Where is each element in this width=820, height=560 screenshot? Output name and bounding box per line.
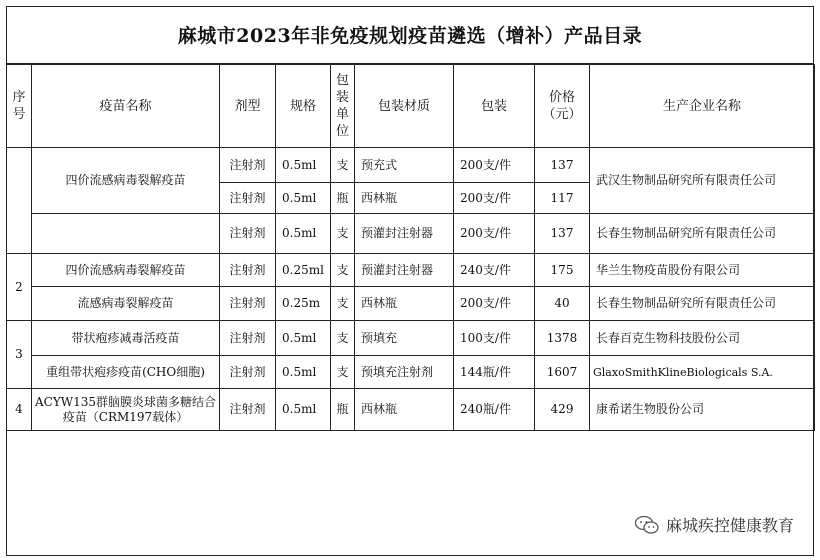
header-pack: 包装 — [454, 65, 535, 148]
header-seq: 序号 — [7, 65, 32, 148]
cell-material: 西林瓶 — [355, 389, 454, 431]
cell-spec: 0.5ml — [276, 148, 331, 183]
cell-company: 长春生物制品研究所有限责任公司 — [590, 287, 815, 321]
table-row — [7, 287, 815, 321]
wechat-icon — [634, 515, 660, 535]
cell-price: 1607 — [535, 356, 590, 389]
cell-company: 康希诺生物股份公司 — [590, 389, 815, 431]
cell-name: 四价流感病毒裂解疫苗 — [32, 148, 220, 214]
cell-name: 带状疱疹减毒活疫苗 — [32, 321, 220, 356]
cell-pack: 100支/件 — [454, 321, 535, 356]
table-row — [7, 254, 815, 287]
cell-unit: 支 — [331, 321, 355, 356]
header-row — [7, 65, 815, 148]
cell-material: 预填充注射剂 — [355, 356, 454, 389]
watermark-text: 麻城疾控健康教育 — [665, 516, 794, 535]
table-row — [7, 356, 815, 389]
cell-pack: 200支/件 — [454, 183, 535, 214]
cell-pack: 200支/件 — [454, 287, 535, 321]
cell-spec: 0.5ml — [276, 183, 331, 214]
cell-unit: 瓶 — [331, 183, 355, 214]
cell-seq — [7, 148, 32, 254]
cell-pack: 240瓶/件 — [454, 389, 535, 431]
cell-price: 137 — [535, 148, 590, 183]
cell-seq: 4 — [7, 389, 32, 431]
cell-spec: 0.5ml — [276, 321, 331, 356]
cell-form: 注射剂 — [220, 321, 276, 356]
cell-material: 预灌封注射器 — [355, 254, 454, 287]
header-spec: 规格 — [276, 65, 331, 148]
header-price: 价格（元） — [535, 65, 590, 148]
cell-spec: 0.5ml — [276, 214, 331, 254]
cell-spec: 0.25ml — [276, 254, 331, 287]
cell-price: 40 — [535, 287, 590, 321]
header-company: 生产企业名称 — [590, 65, 815, 148]
cell-price: 1378 — [535, 321, 590, 356]
cell-company: 长春百克生物科技股份公司 — [590, 321, 815, 356]
header-form: 剂型 — [220, 65, 276, 148]
cell-seq: 3 — [7, 321, 32, 389]
cell-form: 注射剂 — [220, 389, 276, 431]
cell-company: 长春生物制品研究所有限责任公司 — [590, 214, 815, 254]
table-row — [7, 389, 815, 431]
cell-unit: 支 — [331, 356, 355, 389]
cell-company: GlaxoSmithKlineBiologicals S.A. — [590, 356, 815, 389]
cell-price: 117 — [535, 183, 590, 214]
cell-form: 注射剂 — [220, 356, 276, 389]
cell-material: 预灌封注射器 — [355, 214, 454, 254]
cell-company: 武汉生物制品研究所有限责任公司 — [590, 148, 815, 214]
watermark — [634, 513, 794, 536]
cell-spec: 0.5ml — [276, 389, 331, 431]
table-row — [7, 214, 815, 254]
cell-material: 预充式 — [355, 148, 454, 183]
cell-name — [32, 214, 220, 254]
cell-name: 重组带状疱疹疫苗(CHO细胞) — [32, 356, 220, 389]
cell-material: 预填充 — [355, 321, 454, 356]
header-material: 包装材质 — [355, 65, 454, 148]
cell-pack: 200支/件 — [454, 148, 535, 183]
cell-unit: 支 — [331, 287, 355, 321]
vaccine-table — [6, 64, 815, 431]
cell-form: 注射剂 — [220, 148, 276, 183]
cell-pack: 144瓶/件 — [454, 356, 535, 389]
cell-name: 流感病毒裂解疫苗 — [32, 287, 220, 321]
cell-material: 西林瓶 — [355, 183, 454, 214]
cell-price: 175 — [535, 254, 590, 287]
cell-pack: 240支/件 — [454, 254, 535, 287]
cell-spec: 0.25m — [276, 287, 331, 321]
cell-company: 华兰生物疫苗股份有限公司 — [590, 254, 815, 287]
table-row — [7, 148, 815, 183]
page-title: 麻城市2023年非免疫规划疫苗遴选（增补）产品目录 — [6, 6, 814, 64]
cell-form: 注射剂 — [220, 183, 276, 214]
cell-seq: 2 — [7, 254, 32, 321]
header-name: 疫苗名称 — [32, 65, 220, 148]
table-row — [7, 321, 815, 356]
cell-form: 注射剂 — [220, 254, 276, 287]
cell-form: 注射剂 — [220, 214, 276, 254]
header-unit: 包装单位 — [331, 65, 355, 148]
cell-name: ACYW135群脑膜炎球菌多糖结合疫苗（CRM197载体） — [32, 389, 220, 431]
cell-pack: 200支/件 — [454, 214, 535, 254]
cell-unit: 支 — [331, 214, 355, 254]
cell-form: 注射剂 — [220, 287, 276, 321]
cell-unit: 瓶 — [331, 389, 355, 431]
cell-price: 137 — [535, 214, 590, 254]
cell-material: 西林瓶 — [355, 287, 454, 321]
cell-spec: 0.5ml — [276, 356, 331, 389]
cell-price: 429 — [535, 389, 590, 431]
cell-unit: 支 — [331, 254, 355, 287]
cell-name: 四价流感病毒裂解疫苗 — [32, 254, 220, 287]
cell-unit: 支 — [331, 148, 355, 183]
